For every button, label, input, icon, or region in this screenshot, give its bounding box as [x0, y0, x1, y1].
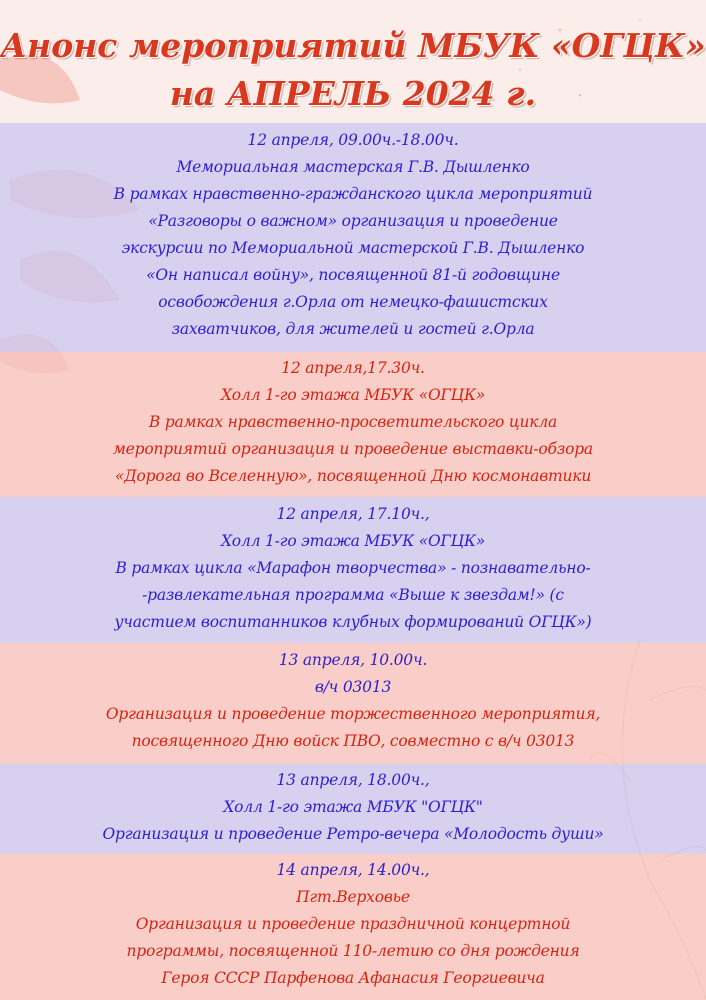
event-venue: Мемориальная мастерская Г.В. Дышленко [176, 158, 530, 176]
event-description-line: участием воспитанников клубных формирований ОГЦК») [114, 613, 592, 631]
page-title [0, 22, 706, 118]
title-line-2: на АПРЕЛЬ 2024 г. [169, 74, 537, 113]
event-description-line: Организация и проведение торжественного мероприятия, [105, 705, 601, 723]
event-description-line: экскурсии по Мемориальной мастерской Г.В. Дышленко [121, 239, 585, 257]
event-description-line: -развлекательная программа «Выше к звездам!» (с [142, 586, 564, 604]
event-block-4 [0, 643, 706, 764]
event-description-line: В рамках нравственно-гражданского цикла мероприятий [113, 185, 593, 203]
event-block-5 [0, 764, 706, 854]
event-description-line: «Разговоры о важном» организация и проведение [148, 212, 558, 230]
event-venue: Холл 1-го этажа МБУК «ОГЦК» [220, 532, 486, 550]
event-block-3 [0, 497, 706, 643]
event-venue: Холл 1-го этажа МБУК "ОГЦК" [223, 798, 483, 816]
event-description-line: захватчиков, для жителей и гостей г.Орла [171, 320, 535, 338]
event-description-line: Организация и проведение праздничной концертной [135, 915, 571, 933]
event-description-line: Героя СССР Парфенова Афанасия Георгиевича [161, 969, 545, 987]
event-block-6 [0, 854, 706, 1000]
event-description-line: освобождения г.Орла от немецко-фашистских [158, 293, 548, 311]
event-venue: Пгт.Верховье [296, 888, 410, 906]
event-date: 14 апреля, 14.00ч., [276, 861, 430, 879]
event-date: 12 апреля, 09.00ч.-18.00ч. [247, 131, 459, 149]
event-description-line: посвященного Дню войск ПВО, совместно с в/ч 03013 [131, 732, 575, 750]
event-description-line: В рамках нравственно-просветительского цикла [148, 413, 558, 431]
event-description-line: программы, посвященной 110-летию со дня рождения [126, 942, 580, 960]
event-description-line: «Он написал войну», посвященной 81-й годовщине [146, 266, 560, 284]
event-date: 12 апреля,17.30ч. [281, 359, 425, 377]
event-date: 13 апреля, 18.00ч., [276, 771, 430, 789]
event-description-line: В рамках цикла «Марафон творчества» - познавательно- [115, 559, 591, 577]
event-date: 12 апреля, 17.10ч., [276, 505, 430, 523]
event-block-1 [0, 123, 706, 352]
event-description-line: «Дорога во Вселенную», посвященной Дню космонавтики [114, 467, 592, 485]
event-date: 13 апреля, 10.00ч. [278, 651, 428, 669]
event-description-line: Организация и проведение Ретро-вечера «Молодость души» [102, 825, 604, 843]
event-venue: в/ч 03013 [314, 678, 392, 696]
event-venue: Холл 1-го этажа МБУК «ОГЦК» [220, 386, 486, 404]
event-block-2 [0, 352, 706, 497]
event-description-line: мероприятий организация и проведение выставки-обзора [113, 440, 593, 458]
title-line-1: Анонс мероприятий МБУК «ОГЦК» [0, 26, 706, 65]
